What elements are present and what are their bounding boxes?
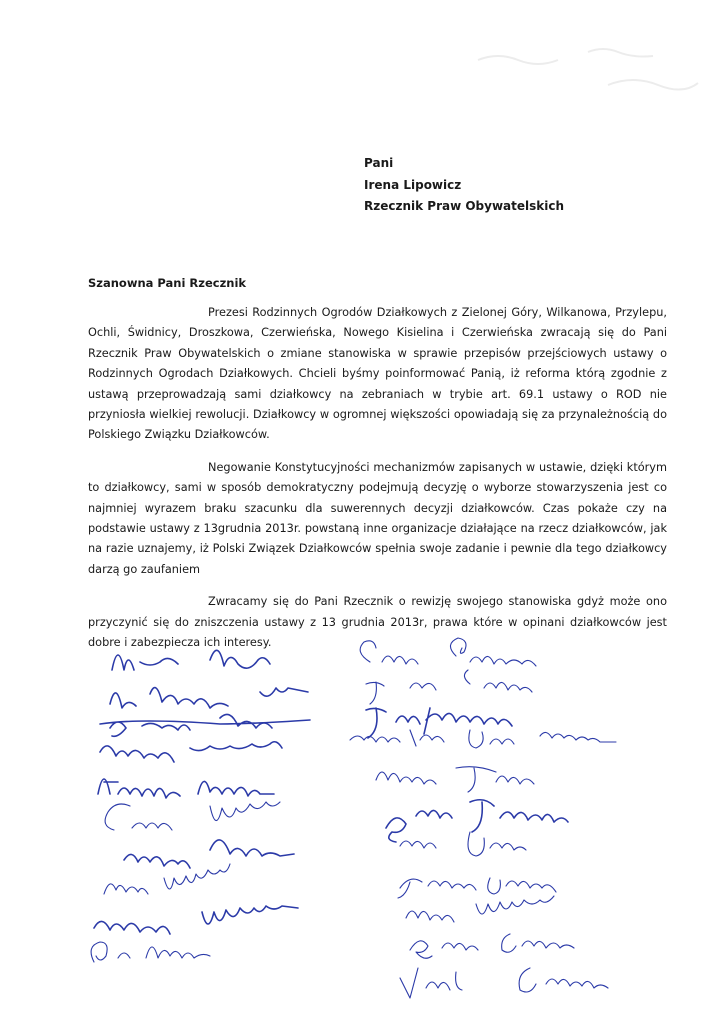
signature-left-3 xyxy=(100,714,310,736)
recipient-block xyxy=(364,153,564,218)
signature-right-2 xyxy=(366,670,532,704)
signature-left-6 xyxy=(105,802,280,830)
paragraph-1: Prezesi Rodzinnych Ogrodów Działkowych z Zielonej Góry, Wilkanowa, Przylepu, Ochli, Świdnicy, Droszkowa, Czerwieńska, Nowego Kisielina i Czerwieńska zwracają się do Pani Rzecznik Praw Obywatelskich o zmiane stanowiska w sprawie przepisów przejściowych ustawy o Rodzinnych Ogrodach Działkowych. Chcieli byśmy poinformować Panią, iż reforma którą zgodnie z ustawą przeprowadzają sami działkowcy na zebraniach w trybie art. 69.1 ustawy o ROD nie przyniosła wielkiej rewolucji. Działkowcy w ogromnej większości opowiadają się za przynależnością do Polskiego Związku Działkowców. xyxy=(88,306,667,442)
signature-right-8 xyxy=(398,878,556,898)
signature-right-7 xyxy=(400,832,526,856)
signature-left-1 xyxy=(112,650,270,670)
signature-left-9 xyxy=(94,906,298,934)
recipient-title: Rzecznik Praw Obywatelskich xyxy=(364,199,565,213)
signatures-right-column xyxy=(350,638,616,998)
paragraph-2: Negowanie Konstytucyjności mechanizmów zapisanych w ustawie, dzięki którym to działkowcy, sami w sposób demokratyczny podejmują decyzję o wyborze stowarzyszenia jest co najmniej wyrazem braku szacunku dla suwerennych decyzji działkowców. Czas pokaże czy na podstawie ustawy z 13grudnia 2013r. powstaną inne organizacje działające na rzecz działkowców, jak na razie uznajemy, iż Polski Związek Działkowców spełnia swoje zadanie i pewnie dla tego działkowcy darzą go zaufaniem xyxy=(88,460,667,576)
signature-left-2 xyxy=(110,688,308,708)
signature-left-8 xyxy=(104,864,230,894)
signature-right-4 xyxy=(350,730,616,748)
signatures-area xyxy=(70,632,700,1017)
signature-right-5 xyxy=(376,767,534,792)
signature-right-9 xyxy=(406,896,554,922)
signature-right-11 xyxy=(400,968,608,998)
signature-right-1 xyxy=(360,638,536,666)
signatures-left-column xyxy=(91,650,310,962)
signature-left-4 xyxy=(100,742,282,762)
signature-left-10 xyxy=(91,942,210,962)
signature-left-5 xyxy=(98,779,274,798)
letter-body xyxy=(88,303,667,666)
recipient-name: Irena Lipowicz xyxy=(364,177,462,192)
signature-left-7 xyxy=(124,840,294,868)
signature-right-3 xyxy=(366,708,512,738)
salutation: Szanowna Pani Rzecznik xyxy=(88,276,247,290)
recipient-line-1: Pani xyxy=(364,156,394,170)
signature-right-10 xyxy=(410,934,574,958)
paragraph-3: Zwracamy się do Pani Rzecznik o rewizję swojego stanowiska gdyż może ono przyczynić się do zniszczenia ustawy z 13 grudnia 2013r, prawa które w opinani działkowców jest dobre i zabezpiecza ich interesy. xyxy=(88,595,667,650)
signature-right-6 xyxy=(386,800,568,842)
faint-stamp-mark xyxy=(468,30,708,110)
